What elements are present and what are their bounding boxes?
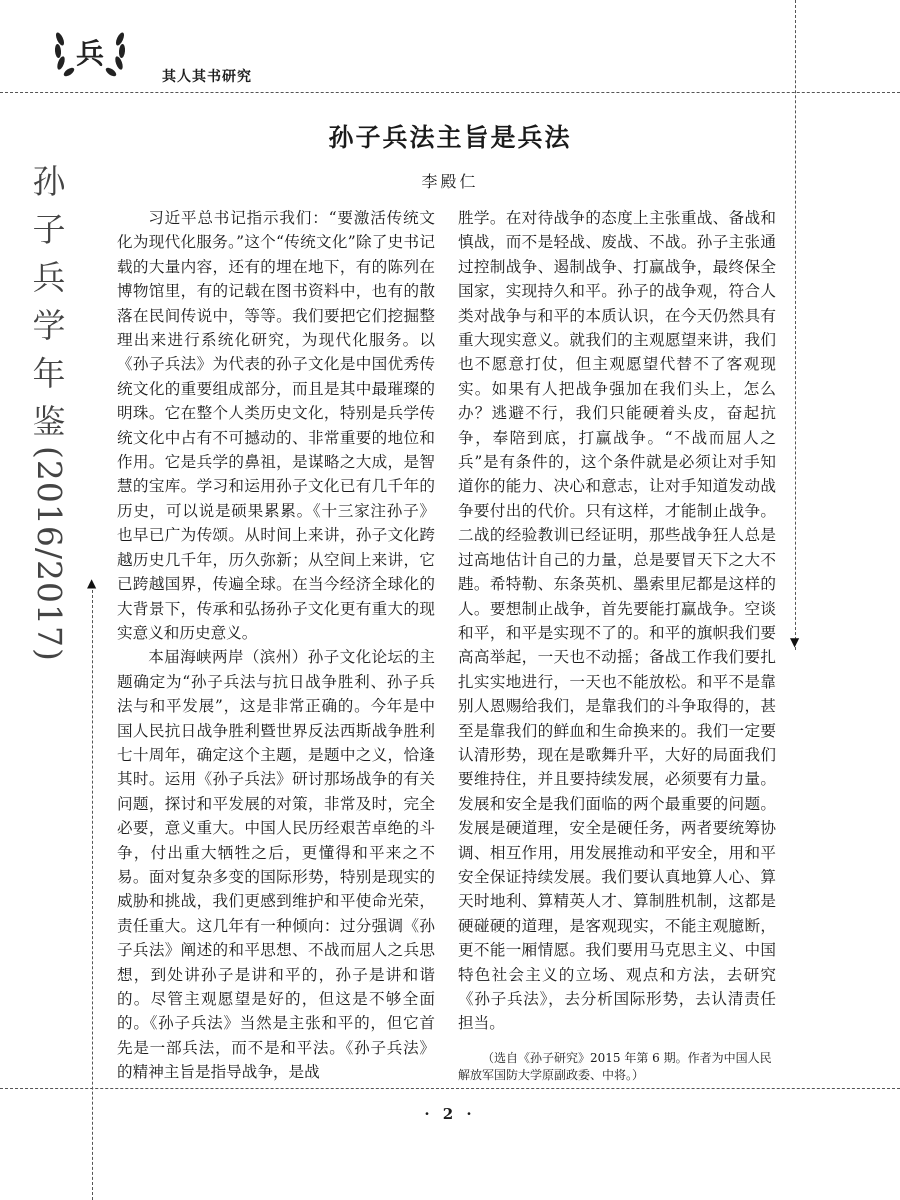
down-arrow-icon: ▼ (790, 635, 800, 649)
body-paragraph: 习近平总书记指示我们：“要激活传统文化为现代化服务。”这个“传统文化”除了史书记载的大量内容，还有的埋在地下，有的陈列在博物馆里，有的记载在图书资料中，也有的散落在民间传说中，等等。我们要把它们挖掘整理出来进行系统化研究，为现代化服务。以《孙子兵法》为代表的孙子文化是中国优秀传统文化的重要组成部分，而且是其中最璀璨的明珠。它在整个人类历史文化，特别是兵学传统文化中占有不可撼动的、非常重要的地位和作用。它是兵学的鼻祖，是谋略之大成，是智慧的宝库。学习和运用孙子文化已有几千年的历史，可以说是硕果累累。《十三家注孙子》也早已广为传颂。从时间上来讲，孙子文化跨越历史几千年，历久弥新；从空间上来讲，它已跨越国界，传遍全球。在当今经济全球化的大背景下，传承和弘扬孙子文化更有重大的现实意义和历史意义。 (117, 209, 435, 642)
up-arrow-icon: ▲ (87, 576, 97, 590)
journal-title-char: 子 (32, 210, 66, 249)
journal-title-char: 兵 (32, 258, 66, 297)
article-right-column (458, 206, 776, 1036)
article-author: 李殿仁 (421, 172, 479, 191)
page-number: · 2 · (424, 1105, 476, 1123)
body-paragraph: 胜学。在对待战争的态度上主张重战、备战和慎战，而不是轻战、废战、不战。孙子主张通过控制战争、遏制战争、打赢战争，最终保全国家，实现持久和平。孙子的战争观，符合人类对战争与和平的本质认识，在今天仍然具有重大现实意义。就我们的主观愿望来讲，我们也不愿意打仗，但主观愿望代替不了客观现实。如果有人把战争强加在我们头上，怎么办？逃避不行，我们只能硬着头皮，奋起抗争，奉陪到底，打赢战争。“不战而屈人之兵”是有条件的，这个条件就是必须让对手知道你的能力、决心和意志，让对手知道发动战争要付出的代价。只有这样，才能制止战争。二战的经验教训已经证明，那些战争狂人总是过高地估计自己的力量，总是要冒天下之大不韪。希特勒、东条英机、墨索里尼都是这样的人。要想制止战争，首先要能打赢战争。空谈和平，和平是实现不了的。和平的旗帜我们要高高举起，一天也不动摇；备战工作我们要扎扎实实地进行，一天也不能放松。和平不是靠别人恩赐给我们，是靠我们的斗争取得的，甚至是靠我们的鲜血和生命换来的。我们一定要认清形势，现在是歌舞升平，大好的局面我们要维持住，并且要持续发展，必须要有力量。发展和安全是我们面临的两个最重要的问题。发展是硬道理，安全是硬任务，两者要统筹协调、相互作用，用发展推动和平安全，用和平安全保证持续发展。我们要认真地算人心、算天时地利、算精英人才、算制胜机制，这都是硬碰硬的道理，是客观现实，不能主观臆断，更不能一厢情愿。我们要用马克思主义、中国特色社会主义的立场、观点和方法，去研究《孙子兵法》，去分析国际形势，去认清责任担当。 (458, 209, 776, 1033)
laurel-wreath-icon (50, 25, 130, 80)
journal-title-char: 孙 (32, 162, 66, 201)
top-dashed-rule (0, 92, 900, 93)
journal-title-vertical (27, 158, 71, 662)
article-title: 孙子兵法主旨是兵法 (328, 123, 572, 152)
journal-title-char: 学 (32, 306, 66, 345)
body-paragraph: 本届海峡两岸（滨州）孙子文化论坛的主题确定为“孙子兵法与抗日战争胜利、孙子兵法与和平发展”，这是非常正确的。今年是中国人民抗日战争胜利暨世界反法西斯战争胜利七十周年，确定这个主题，是题中之义，恰逢其时。运用《孙子兵法》研讨那场战争的有关问题，探讨和平发展的对策，非常及时，完全必要，意义重大。中国人民历经艰苦卓绝的斗争，付出重大牺牲之后，更懂得和平来之不易。面对复杂多变的国际形势，特别是现实的威胁和挑战，我们更感到维护和平使命光荣，责任重大。这几年有一种倾向：过分强调《孙子兵法》阐述的和平思想、不战而屈人之兵思想，到处讲孙子是讲和平的，孙子是讲和谐的。尽管主观愿望是好的，但这是不够全面的。《孙子兵法》当然是主张和平的，但它首先是一部兵法，而不是和平法。《孙子兵法》的精神主旨是指导战争，是战 (117, 648, 435, 1082)
journal-logo (50, 25, 130, 80)
right-dashed-margin (795, 0, 796, 650)
journal-year: (2016/2017) (30, 446, 69, 662)
bottom-dashed-rule (0, 1088, 900, 1089)
journal-title-char: 鉴 (32, 402, 66, 441)
article-left-column (117, 206, 435, 1085)
journal-title-char: 年 (32, 354, 66, 393)
logo-character: 兵 (75, 37, 105, 70)
section-label: 其人其书研究 (162, 69, 252, 85)
source-note: （选自《孙子研究》2015 年第 6 期。作者为中国人民解放军国防大学原副政委、中将。） (458, 1051, 772, 1082)
